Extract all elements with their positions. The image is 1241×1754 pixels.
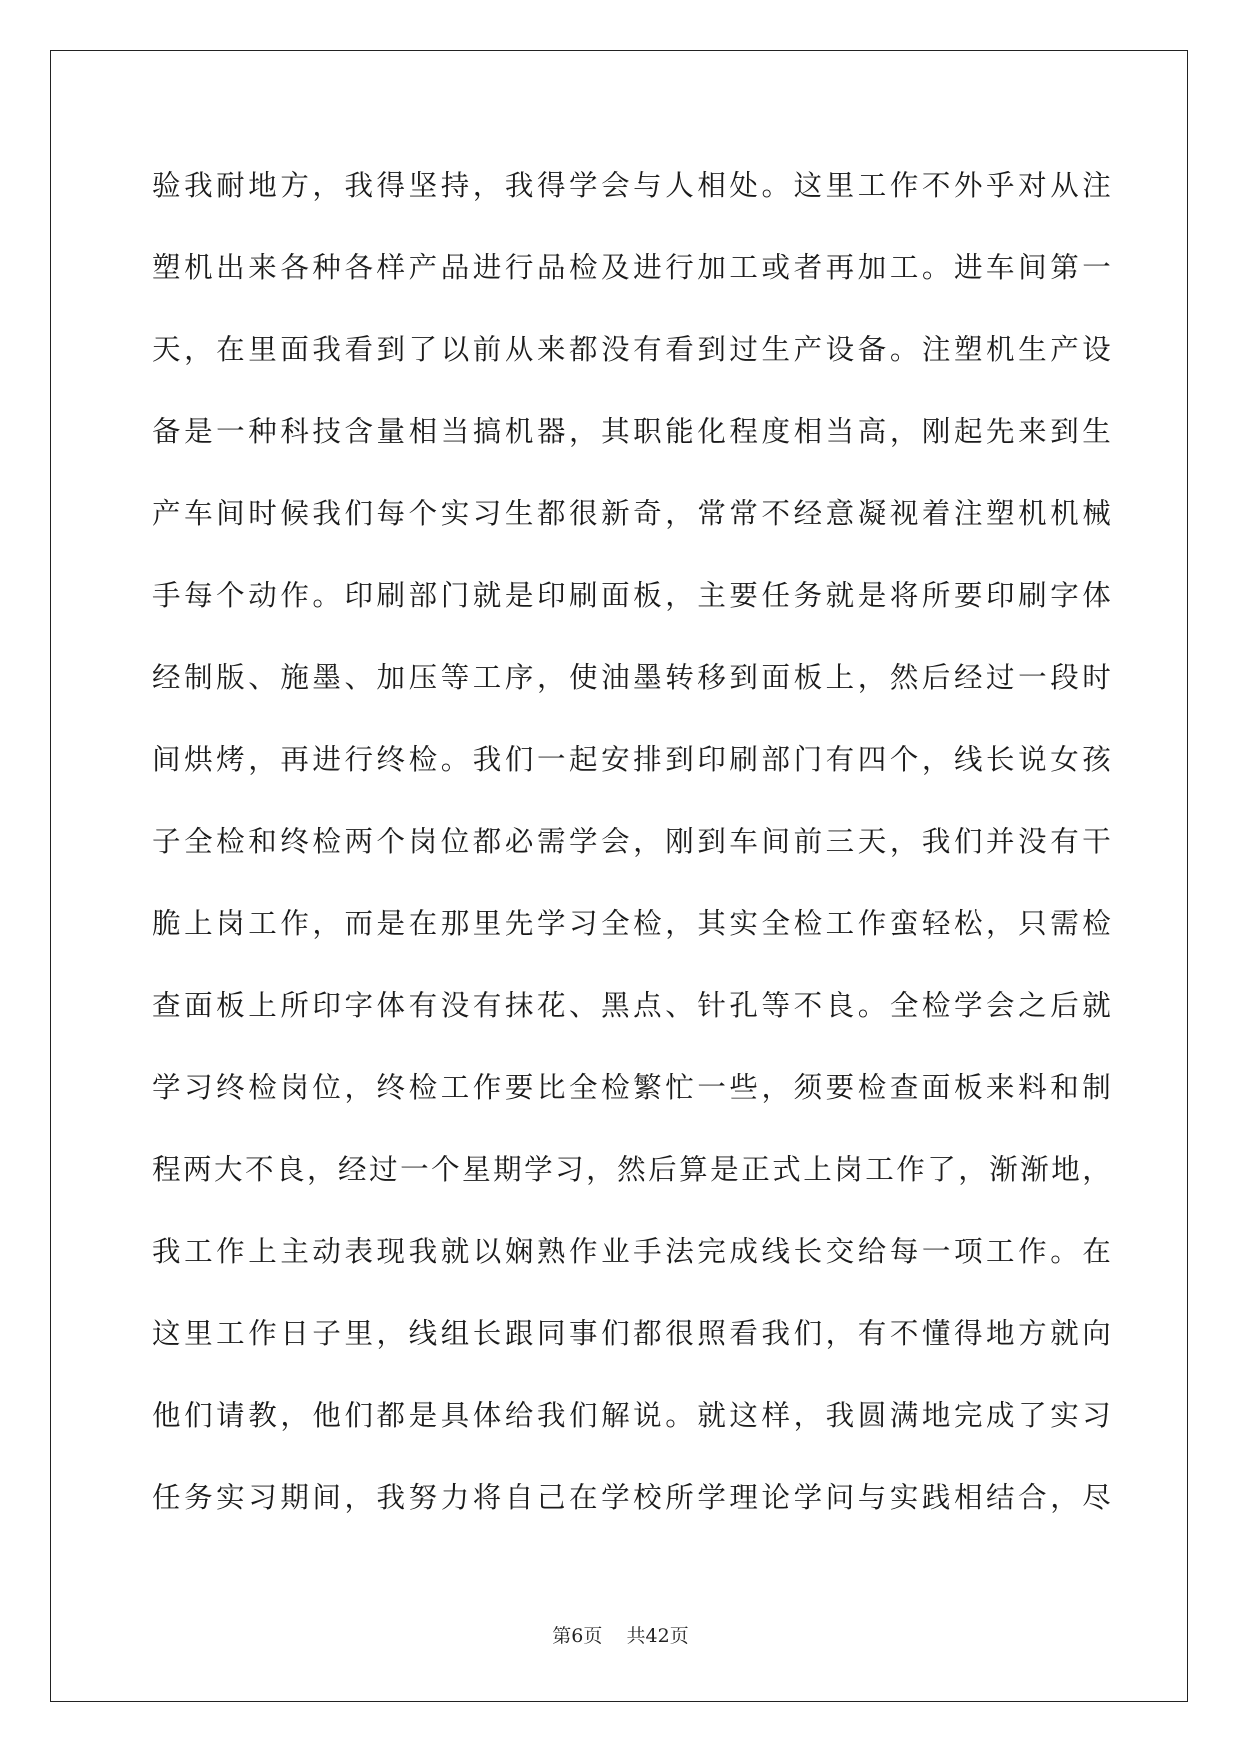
page-footer <box>0 1621 1241 1648</box>
total-label-suffix: 页 <box>669 1625 689 1647</box>
text-line: 查面板上所印字体有没有抹花、黑点、针孔等不良。全检学会之后就 <box>152 989 1112 1022</box>
total-label-prefix: 共 <box>626 1625 646 1647</box>
text-line: 我工作上主动表现我就以娴熟作业手法完成线长交给每一项工作。在 <box>152 1235 1112 1268</box>
text-line: 学习终检岗位，终检工作要比全检繁忙一些，须要检查面板来料和制 <box>152 1071 1112 1104</box>
page-label-prefix: 第 <box>552 1625 572 1647</box>
text-line: 任务实习期间，我努力将自己在学校所学理论学问与实践相结合，尽 <box>152 1481 1112 1514</box>
text-line: 他们请教，他们都是具体给我们解说。就这样，我圆满地完成了实习 <box>152 1399 1112 1432</box>
text-line: 子全检和终检两个岗位都必需学会，刚到车间前三天，我们并没有干 <box>152 825 1112 858</box>
text-line: 备是一种科技含量相当搞机器，其职能化程度相当高，刚起先来到生 <box>152 415 1112 448</box>
text-line: 天，在里面我看到了以前从来都没有看到过生产设备。注塑机生产设 <box>152 333 1112 366</box>
total-pages: 42 <box>645 1625 670 1647</box>
body-text <box>152 163 1112 1557</box>
text-line: 程两大不良，经过一个星期学习，然后算是正式上岗工作了，渐渐地， <box>152 1153 1112 1186</box>
text-line: 产车间时候我们每个实习生都很新奇，常常不经意凝视着注塑机机械 <box>152 497 1112 530</box>
text-line: 验我耐地方，我得坚持，我得学会与人相处。这里工作不外乎对从注 <box>152 169 1112 202</box>
page-number: 6 <box>571 1625 584 1647</box>
text-line: 间烘烤，再进行终检。我们一起安排到印刷部门有四个，线长说女孩 <box>152 743 1112 776</box>
text-line: 脆上岗工作，而是在那里先学习全检，其实全检工作蛮轻松，只需检 <box>152 907 1112 940</box>
text-line: 手每个动作。印刷部门就是印刷面板，主要任务就是将所要印刷字体 <box>152 579 1112 612</box>
text-line: 经制版、施墨、加压等工序，使油墨转移到面板上，然后经过一段时 <box>152 661 1112 694</box>
page-label-suffix: 页 <box>583 1625 603 1647</box>
text-line: 这里工作日子里，线组长跟同事们都很照看我们，有不懂得地方就向 <box>152 1317 1112 1350</box>
text-line: 塑机出来各种各样产品进行品检及进行加工或者再加工。进车间第一 <box>152 251 1112 284</box>
